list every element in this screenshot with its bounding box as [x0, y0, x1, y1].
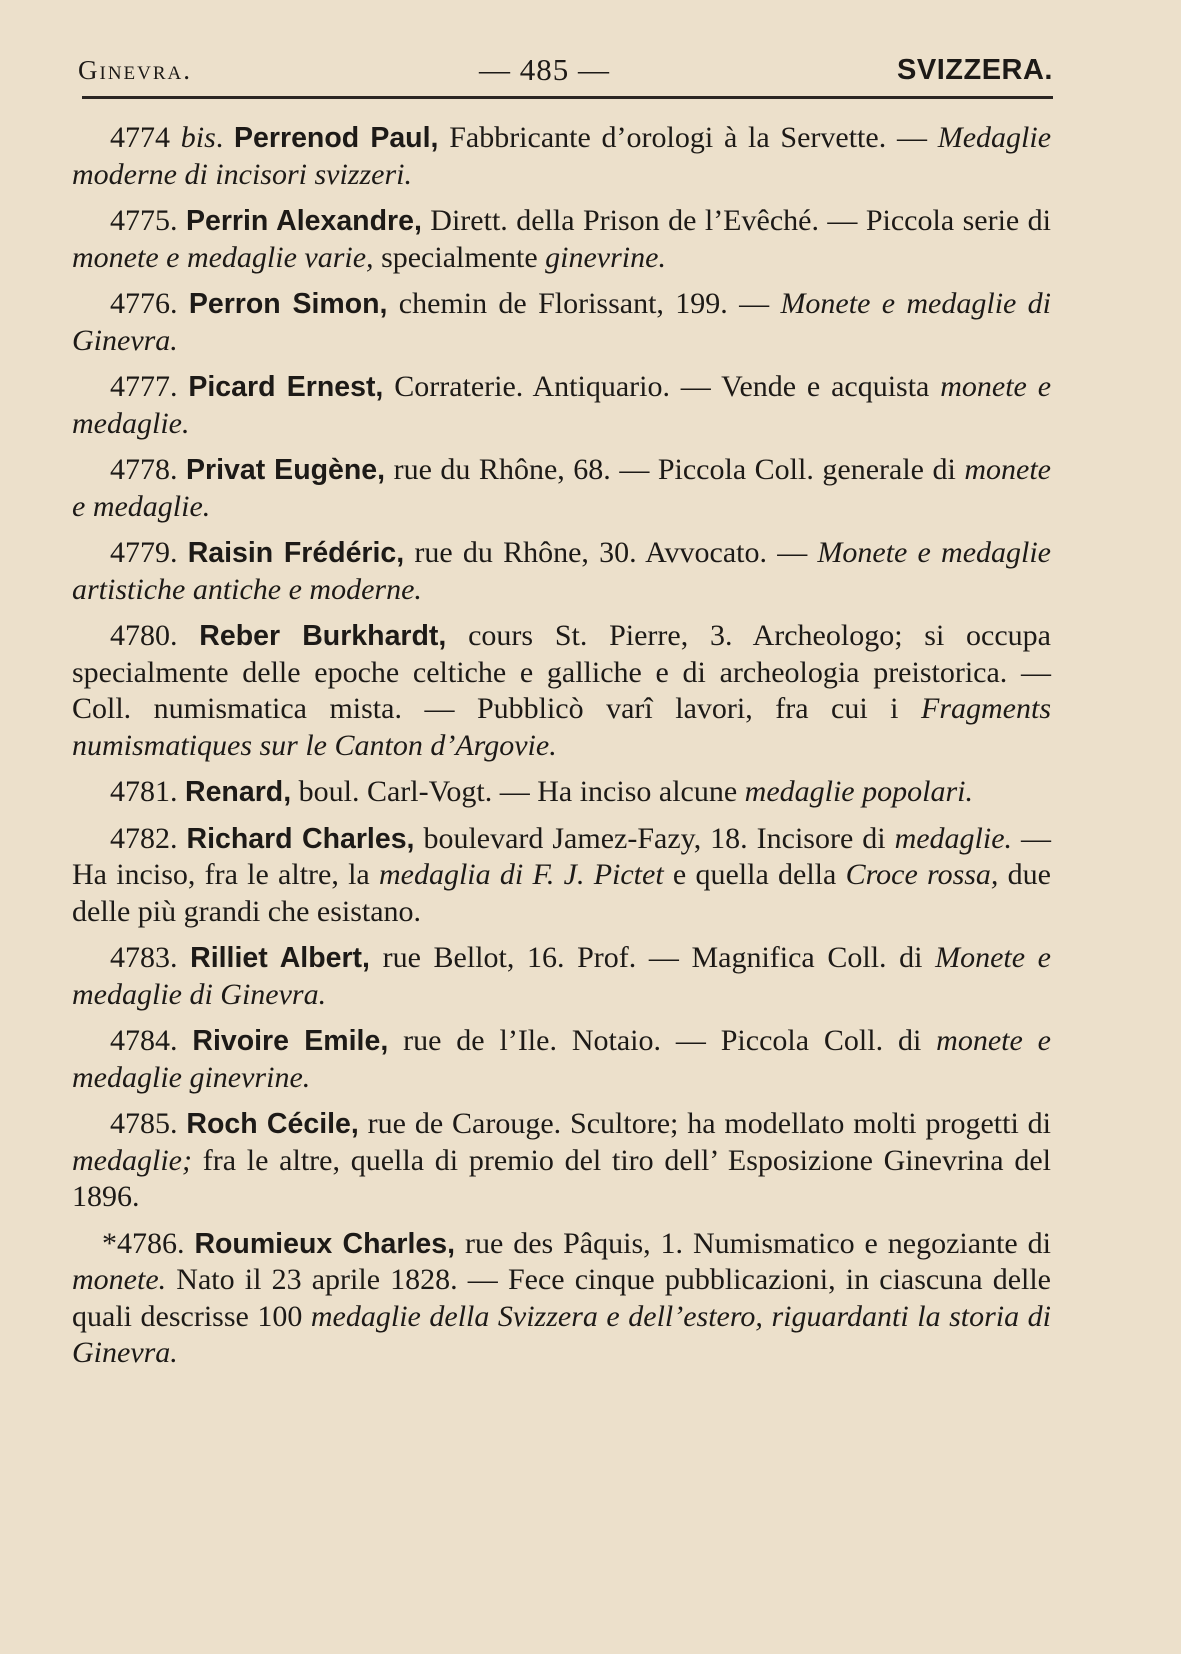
entry-collection-italic: Monete e medaglie di Ginevra. — [72, 941, 1051, 1011]
entry-number: 4778 — [110, 453, 170, 486]
entry-number: 4776 — [110, 287, 170, 320]
directory-entry: *4786. Roumieux Charles, rue des Pâquis, 1. Numismatico e negoziante di monete. Nato il 23 aprile 1828. — Fece cinque pubblicazioni, in ciascuna delle quali descrisse 100 medaglie della Svizzera e dell’estero, riguardanti la storia di Ginevra. — [72, 1226, 1051, 1372]
entry-text: Dirett. della Prison de l’Evêché. — Piccola serie di — [421, 204, 1052, 237]
entry-number: 4779 — [110, 536, 170, 569]
entry-text: boul. Carl-Vogt. — Ha inciso alcune — [291, 775, 745, 808]
entry-collection-italic: monete e medaglie. — [72, 370, 1052, 440]
directory-entry: 4776. Perron Simon, chemin de Florissant, 199. — Monete e medaglie di Ginevra. — [72, 287, 1052, 357]
header-rule — [82, 96, 1053, 99]
directory-entry: 4775. Perrin Alexandre, Dirett. della Prison de l’Evêché. — Piccola serie di monete e medaglie varie, specialmente ginevrine. — [72, 204, 1052, 274]
entry-name: Perron Simon, — [188, 288, 388, 320]
header-right: SVIZZERA. — [897, 53, 1053, 86]
entry-collection-italic: Fragments numismatiques sur le Canton d’Argovie. — [72, 692, 1051, 762]
directory-entry: 4783. Rilliet Albert, rue Bellot, 16. Prof. — Magnifica Coll. di Monete e medaglie di Ginevra. — [72, 941, 1051, 1011]
entry-text: — Ha inciso, fra le altre, la — [72, 821, 1052, 891]
entry-text: cours St. Pierre, 3. Archeologo; si occupa specialmente delle epoche celtiche e galliche e di archeologia preistorica. — Coll. numismatica mista. — Pubblicò varî lavori, fra cui i — [72, 619, 1052, 725]
entry-text: chemin de Florissant, 199. — — [387, 287, 781, 320]
entry-number: 4774 — [110, 121, 170, 154]
directory-entry: 4774 bis. Perrenod Paul, Fabbricante d’orologi à la Servette. — Medaglie moderne di incisori svizzeri. — [72, 121, 1052, 191]
entry-name: Renard, — [185, 776, 292, 808]
entry-text: Fabbricante d’orologi à la Servette. — — [438, 121, 938, 154]
entry-text: due delle più grandi che esistano. — [72, 858, 1051, 928]
directory-entry: 4785. Roch Cécile, rue de Carouge. Scultore; ha modellato molti progetti di medaglie; fra le altre, quella di premio del tiro dell’ Esposizione Ginevrina del 1896. — [72, 1107, 1051, 1213]
entry-number-suffix: bis — [170, 121, 216, 154]
entry-text: rue du Rhône, 68. — Piccola Coll. generale di — [385, 453, 965, 486]
entry-text: rue Bellot, 16. Prof. — Magnifica Coll. di — [369, 941, 936, 974]
entry-name: Rilliet Albert, — [190, 942, 370, 974]
entry-text: fra le altre, quella di premio del tiro dell’ Esposizione Ginevrina del 1896. — [72, 1143, 1051, 1213]
entry-text: rue des Pâquis, 1. Numismatico e negoziante di — [455, 1226, 1052, 1260]
entry-number: 4777 — [110, 370, 170, 403]
entry-text: rue de l’Ile. Notaio. — Piccola Coll. di — [388, 1024, 937, 1057]
directory-entry: 4784. Rivoire Emile, rue de l’Ile. Notaio. — Piccola Coll. di monete e medaglie ginevrine. — [72, 1024, 1051, 1094]
entry-collection-italic: medaglie. — [894, 821, 1013, 855]
entry-name: Perrin Alexandre, — [185, 205, 422, 237]
entry-name: Roch Cécile, — [186, 1108, 359, 1140]
entry-text: boulevard Jamez-Fazy, 18. Incisore di — [414, 821, 895, 855]
entry-collection-italic: medaglie popolari. — [744, 775, 973, 808]
entry-name: Roumieux Charles, — [194, 1227, 456, 1260]
entry-number: 4784 — [110, 1024, 170, 1057]
entry-collection-italic: medaglie della Svizzera e dell’estero, riguardanti la storia di Ginevra. — [72, 1299, 1051, 1369]
directory-entry: 4778. Privat Eugène, rue du Rhône, 68. — Piccola Coll. generale di monete e medaglie. — [72, 453, 1051, 523]
entry-collection-italic: monete e medaglie. — [72, 453, 1051, 523]
entry-number: *4786 — [102, 1226, 177, 1260]
entry-collection-italic: monete e medaglie varie, — [72, 240, 374, 274]
page-number: — 485 — — [479, 52, 611, 87]
running-header — [78, 40, 1053, 100]
entry-collection-italic: Medaglie moderne di incisori svizzeri. — [72, 121, 1052, 191]
entry-text: specialmente — [373, 240, 546, 274]
entry-number: 4780 — [110, 619, 170, 652]
entry-number: 4782 — [110, 821, 170, 855]
entry-text: rue du Rhône, 30. Avvocato. — — [404, 536, 818, 569]
entry-collection-italic: Monete e medaglie di Ginevra. — [72, 287, 1052, 357]
header-left: Ginevra. — [78, 54, 193, 85]
entry-text: e quella della — [663, 858, 846, 891]
entry-name: Rivoire Emile, — [192, 1025, 389, 1057]
directory-entry: 4780. Reber Burkhardt, cours St. Pierre, 3. Archeologo; si occupa specialmente delle epoche celtiche e galliche e di archeologia preistorica. — Coll. numismatica mista. — Pubblicò varî lavori, fra cui i Fragments numismatiques sur le Canton d’Argovie. — [72, 619, 1052, 762]
entry-collection-italic: monete. — [72, 1263, 167, 1296]
entry-collection-italic: medaglia di F. J. Pictet — [378, 858, 664, 891]
directory-entry: 4782. Richard Charles, boulevard Jamez-Fazy, 18. Incisore di medaglie. — Ha inciso, fra le altre, la medaglia di F. J. Pictet e quella della Croce rossa, due delle più grandi che esistano. — [72, 821, 1052, 928]
entry-name: Raisin Frédéric, — [187, 537, 405, 569]
directory-entry: 4781. Renard, boul. Carl-Vogt. — Ha inciso alcune medaglie popolari. — [72, 774, 1051, 811]
entry-list — [72, 120, 1051, 1382]
directory-entry: 4777. Picard Ernest, Corraterie. Antiquario. — Vende e acquista monete e medaglie. — [72, 370, 1052, 440]
entry-name: Perrenod Paul, — [234, 122, 439, 154]
entry-number: 4783 — [110, 941, 170, 974]
entry-name: Privat Eugène, — [186, 454, 386, 486]
entry-number: 4781 — [110, 775, 170, 808]
entry-text: rue de Carouge. Scultore; ha modellato molti progetti di — [358, 1107, 1051, 1140]
entry-name: Richard Charles, — [186, 822, 415, 855]
entry-name: Picard Ernest, — [188, 371, 384, 403]
directory-entry: 4779. Raisin Frédéric, rue du Rhône, 30. Avvocato. — Monete e medaglie artistiche antiche e moderne. — [72, 536, 1051, 606]
entry-text: Corraterie. Antiquario. — Vende e acquista — [383, 370, 941, 403]
entry-collection-italic: ginevrine. — [545, 240, 666, 274]
entry-collection-italic: Croce rossa, — [845, 858, 999, 891]
entry-collection-italic: Monete e medaglie artistiche antiche e moderne. — [72, 536, 1051, 606]
entry-name: Reber Burkhardt, — [199, 620, 447, 652]
entry-number: 4775 — [110, 204, 170, 237]
entry-number: 4785 — [110, 1107, 170, 1140]
entry-collection-italic: medaglie; — [72, 1143, 192, 1177]
entry-text: Nato il 23 aprile 1828. — Fece cinque pubblicazioni, in ciascuna delle quali descrisse 100 — [72, 1263, 1051, 1333]
entry-collection-italic: monete e medaglie ginevrine. — [72, 1024, 1051, 1094]
